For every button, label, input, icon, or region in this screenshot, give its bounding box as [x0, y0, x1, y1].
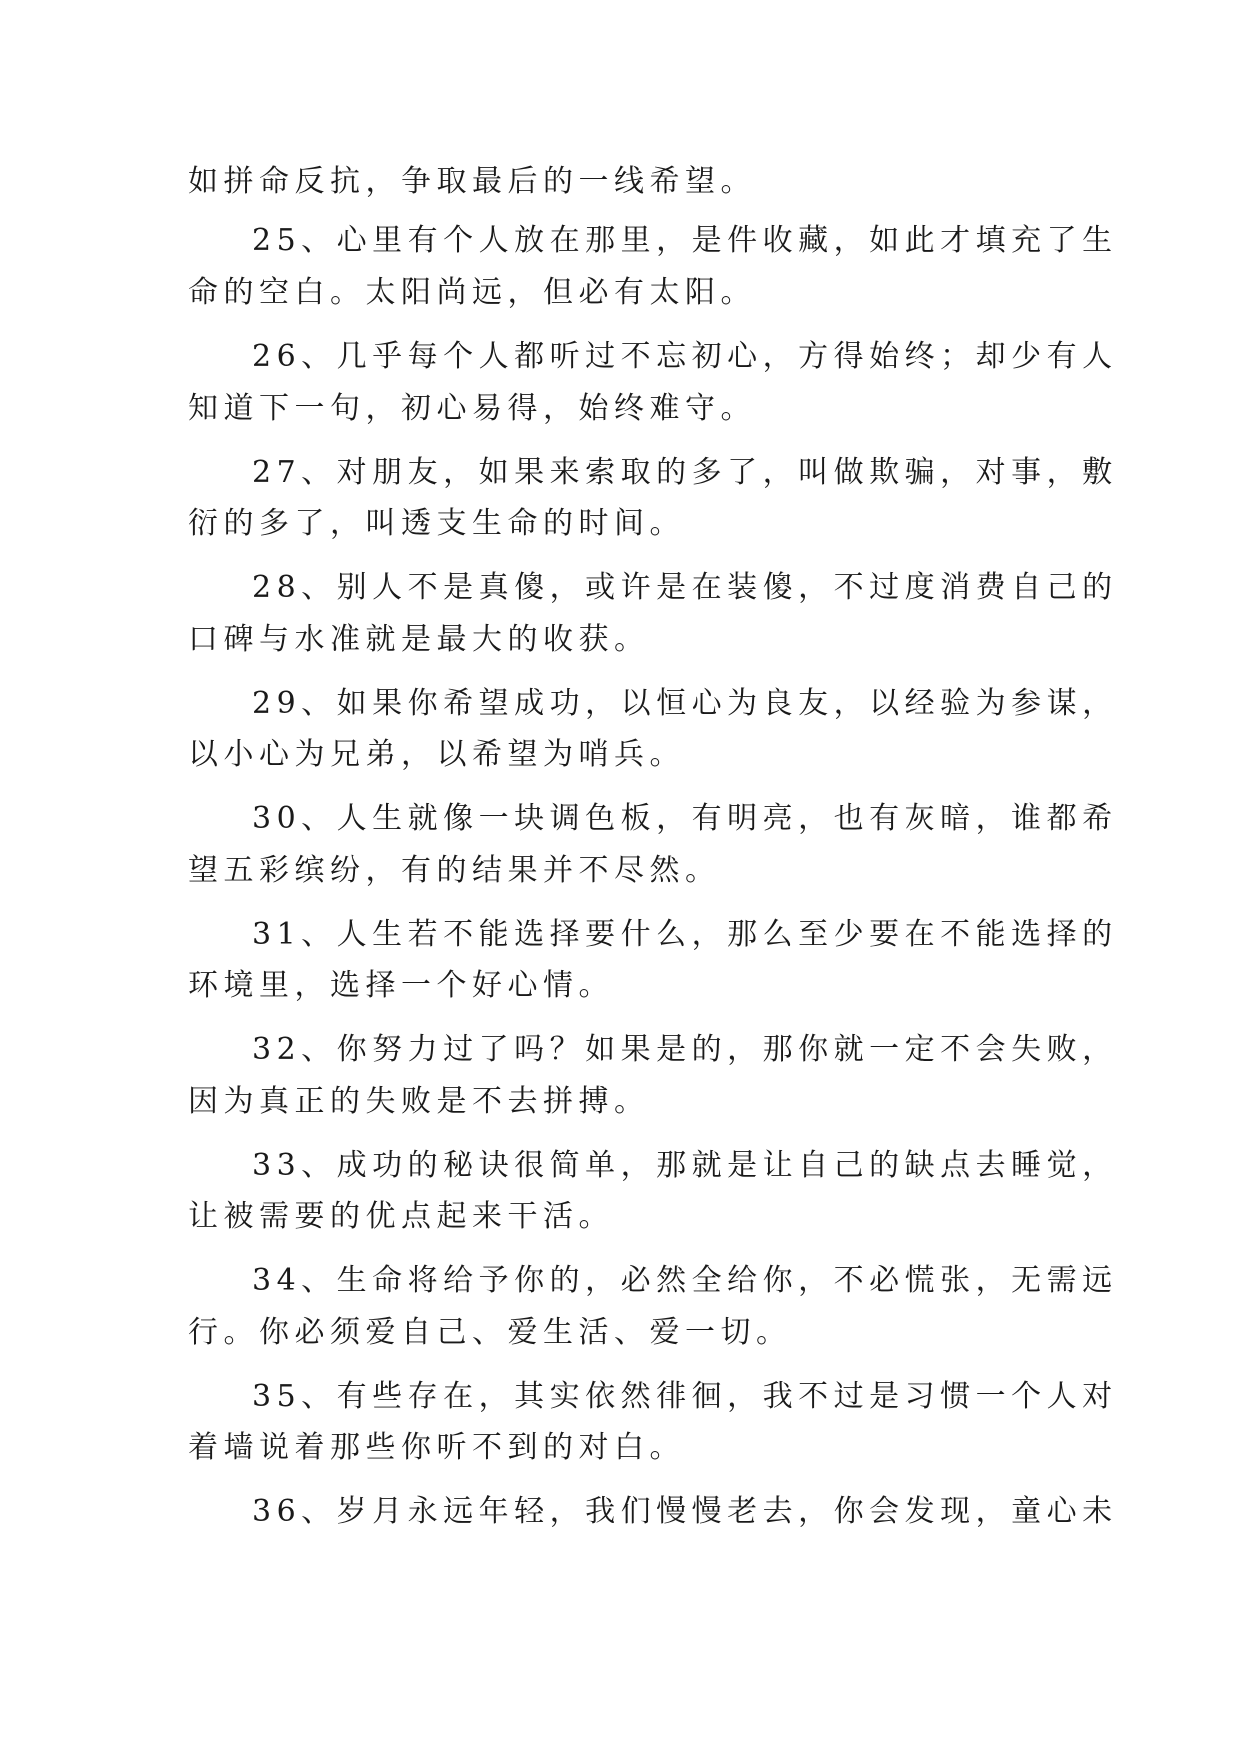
- text-line: 衍的多了，叫透支生命的时间。: [188, 506, 685, 541]
- text-line: 26、几乎每个人都听过不忘初心，方得始终；却少有人: [252, 339, 1118, 374]
- text-line: 33、成功的秘诀很简单，那就是让自己的缺点去睡觉，: [252, 1148, 1118, 1183]
- text-line: 让被需要的优点起来干活。: [188, 1199, 614, 1234]
- text-line: 30、人生就像一块调色板，有明亮，也有灰暗，谁都希: [252, 801, 1118, 836]
- text-line: 35、有些存在，其实依然徘徊，我不过是习惯一个人对: [252, 1379, 1118, 1414]
- text-line: 如拼命反抗，争取最后的一线希望。: [188, 164, 756, 199]
- text-line: 环境里，选择一个好心情。: [188, 968, 614, 1003]
- text-line: 32、你努力过了吗？如果是的，那你就一定不会失败，: [252, 1032, 1118, 1067]
- text-line: 36、岁月永远年轻，我们慢慢老去，你会发现，童心未: [252, 1494, 1118, 1529]
- text-line: 命的空白。太阳尚远，但必有太阳。: [188, 275, 756, 310]
- text-line: 以小心为兄弟，以希望为哨兵。: [188, 737, 685, 772]
- text-line: 知道下一句，初心易得，始终难守。: [188, 391, 756, 426]
- text-line: 望五彩缤纷，有的结果并不尽然。: [188, 853, 721, 888]
- text-line: 29、如果你希望成功，以恒心为良友，以经验为参谋，: [252, 686, 1118, 721]
- text-line: 因为真正的失败是不去拼搏。: [188, 1084, 650, 1119]
- text-line: 25、心里有个人放在那里，是件收藏，如此才填充了生: [252, 223, 1118, 258]
- text-line: 行。你必须爱自己、爱生活、爱一切。: [188, 1315, 792, 1350]
- text-line: 口碑与水准就是最大的收获。: [188, 622, 650, 657]
- text-line: 28、别人不是真傻，或许是在装傻，不过度消费自己的: [252, 570, 1118, 605]
- text-line: 27、对朋友，如果来索取的多了，叫做欺骗，对事，敷: [252, 455, 1118, 490]
- text-line: 着墙说着那些你听不到的对白。: [188, 1430, 685, 1465]
- text-line: 31、人生若不能选择要什么，那么至少要在不能选择的: [252, 917, 1118, 952]
- text-line: 34、生命将给予你的，必然全给你，不必慌张，无需远: [252, 1263, 1118, 1298]
